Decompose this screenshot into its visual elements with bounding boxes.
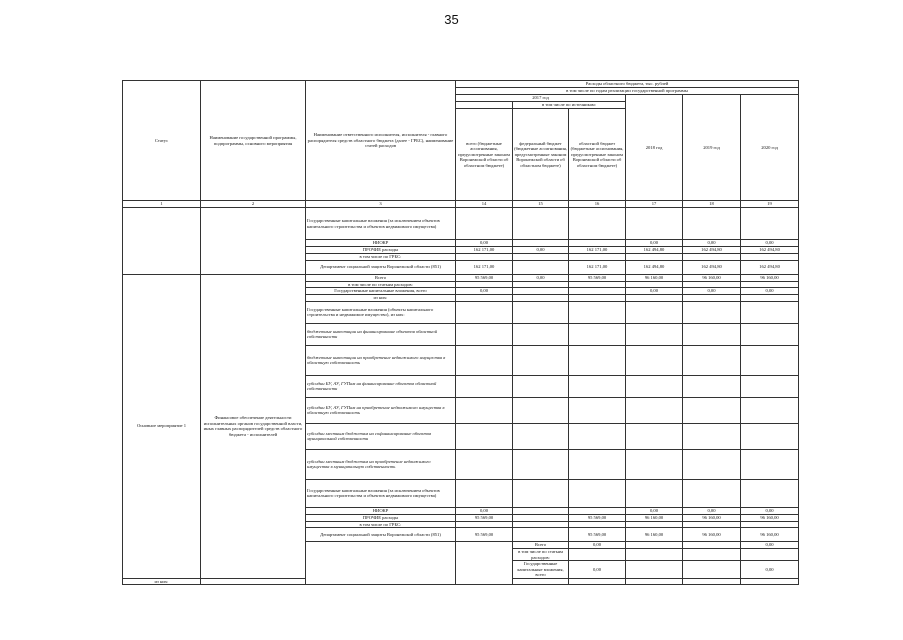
- row-label: Государственные капитальные вложения (за исключением объектов капитального строительства и объектов недвижимого имущества): [306, 208, 456, 240]
- row-label: в том числе по статьям расходов:: [306, 281, 456, 288]
- budget-table: [122, 80, 799, 585]
- row-label: в том числе по статьям расходов:: [513, 549, 569, 561]
- table-row: Всего 0,00 0,00: [123, 542, 799, 549]
- header-expenses: Расходы областного бюджета, тыс. рублей: [456, 81, 799, 88]
- header-2017: 2017 год: [456, 95, 626, 102]
- header-federal-col: федеральный бюджет (бюджетные ассигнования, предусмотренные законом Воронежской области об областном бюджете): [513, 109, 569, 201]
- col-num: 19: [741, 201, 799, 208]
- header-status: Статус: [123, 81, 201, 201]
- col-num: 17: [626, 201, 683, 208]
- row-label: ПРОЧИЕ расходы: [306, 514, 456, 521]
- table-row: Государственные капитальные вложения, всего 0,00 0,00 0,00 0,00: [123, 288, 799, 295]
- header-row-1: [123, 81, 799, 88]
- table-row: ПРОЧИЕ расходы 162 171,00 0,00 162 171,00 162 494,80 162 494,80 162 494,80: [123, 247, 799, 254]
- row-label: в том числе по ГРБС:: [306, 254, 456, 261]
- row-label: в том числе по ГРБС:: [306, 521, 456, 528]
- table-row: НИОКР 0,00 0,00 0,00 0,00: [123, 240, 799, 247]
- row-label: Департамент социальной защиты Воронежской области (851): [306, 260, 456, 274]
- header-total-col: всего (бюджетные ассигнования, предусмотренные законом Воронежской области об областном бюджете): [456, 109, 513, 201]
- header-by-years: в том числе по годам реализации государственной программы: [456, 88, 799, 95]
- col-num: 1: [123, 201, 201, 208]
- header-2019: 2019 год: [683, 95, 741, 201]
- row-label: субсидии местным бюджетам на приобретение недвижимого имущества в муниципальную собственность: [306, 449, 456, 479]
- table-row: Департамент социальной защиты Воронежской области (851) 95 569,00 95 569,00 96 160,00 96 160,00 96 160,00: [123, 528, 799, 542]
- row-label: Государственные капитальные вложения (за исключением объектов капитального строительства и объектов недвижимого имущества): [306, 479, 456, 507]
- row-label: Всего: [513, 542, 569, 549]
- col-num: 3: [306, 201, 456, 208]
- col-num: 2: [201, 201, 306, 208]
- row-label: субсидии БУ, АУ, ГУПам на приобретение недвижимого имущества в областную собственность: [306, 397, 456, 423]
- row-label: НИОКР: [306, 507, 456, 514]
- header-2020: 2020 год: [741, 95, 799, 201]
- row-label: субсидии БУ, АУ, ГУПам на финансирование объектов областной собственности: [306, 375, 456, 397]
- status-cell: Основное мероприятие 1: [123, 274, 201, 578]
- header-executor: Наименование ответственного исполнителя, исполнителя - главного распорядителя средств областного бюджета (далее - ГРБС), наименование статей расходов: [306, 81, 456, 201]
- row-label: НИОКР: [306, 240, 456, 247]
- col-number-row: [123, 201, 799, 208]
- row-label: Департамент социальной защиты Воронежской области (851): [306, 528, 456, 542]
- row-label: бюджетные инвестиции на приобретение недвижимого имущества в областную собственность: [306, 345, 456, 375]
- table-row: НИОКР 0,00 0,00 0,00 0,00: [123, 507, 799, 514]
- table-row: Основное мероприятие 1 Финансовое обеспечение деятельности исполнительных органов государственной власти, иных главных распорядителей средств областного бюджета - исполнителей Всего 95 569,00 0,00 95 569,00 96 160,00 96 160,00 96 160,00: [123, 274, 799, 281]
- header-2018: 2018 год: [626, 95, 683, 201]
- header-program-name: Наименование государственной программы, подпрограммы, основного мероприятия: [201, 81, 306, 201]
- header-sources: в том числе по источникам:: [513, 102, 626, 109]
- row-label: Всего: [306, 274, 456, 281]
- row-label: ПРОЧИЕ расходы: [306, 247, 456, 254]
- program-name-cell: Финансовое обеспечение деятельности исполнительных органов государственной власти, иных главных распорядителей средств областного бюджета - исполнителей: [201, 274, 306, 578]
- header-regional-col: областной бюджет (бюджетные ассигнования, предусмотренные законом Воронежской области об областном бюджете): [569, 109, 626, 201]
- table-row: Департамент социальной защиты Воронежской области (851) 162 171,00 162 171,00 162 494,80 162 494,80 162 494,80: [123, 260, 799, 274]
- col-num: 18: [683, 201, 741, 208]
- row-label: из них:: [123, 578, 201, 585]
- table-row: Государственные капитальные вложения, всего 0,00 0,00: [123, 561, 799, 579]
- row-label: субсидии местным бюджетам на софинансирование объектов муниципальной собственности: [306, 423, 456, 449]
- table-row: ПРОЧИЕ расходы 95 569,00 95 569,00 96 160,00 96 160,00 96 160,00: [123, 514, 799, 521]
- row-label: из них:: [306, 295, 456, 302]
- table-row: [123, 208, 799, 240]
- col-num: 15: [513, 201, 569, 208]
- page-number: 35: [444, 12, 459, 27]
- col-num: 14: [456, 201, 513, 208]
- row-label: бюджетные инвестиции на финансирование объектов областной собственности: [306, 323, 456, 345]
- row-label: Государственные капитальные вложения, всего: [513, 561, 569, 579]
- row-label: Государственные капитальные вложения, всего: [306, 288, 456, 295]
- row-label: Государственные капитальные вложения (объекты капитального строительства и недвижимое имущество), из них:: [306, 301, 456, 323]
- col-num: 16: [569, 201, 626, 208]
